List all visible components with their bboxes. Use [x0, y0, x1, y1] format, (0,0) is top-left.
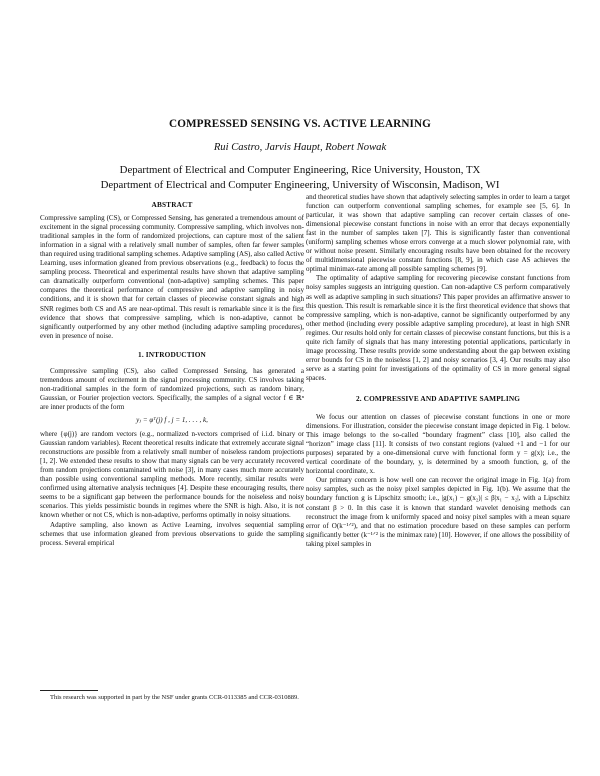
sampling-equation: yⱼ = φᵀ(j) f , j = 1, . . . , k, — [136, 415, 208, 424]
footnote: This research was supported in part by the NSF under grants CCR-0113385 and CCR-0310889. — [50, 694, 299, 701]
section-2-paragraph-1: We focus our attention on classes of piecewise constant functions in one or more dimensions. For illustration, consider the piecewise constant image depicted in Fig. 1 below. This image belongs to the so-called “boundary fragment” class [10], also called the “horizon” image class [11]. It consists of two constant regions (valued +1 and −1 for our purposes) separated by a one-dimensional curve with functional form y = g(x); i.e., the vertical coordinate of the boundary, y, is determined by a smooth function, g, of the horizontal coordinate, x. — [306, 413, 570, 476]
intro-paragraph-optimality: The optimality of adaptive sampling for recovering piecewise constant functions from noisy samples suggests an intriguing question. Can non-adaptive CS perform comparatively as well as adaptive sampling in such situations? This paper provides an affirmative answer to this question. This result is remarkable since it is the first theoretical evidence that shows that compressive sampling, which is non-adaptive, cannot be significantly outperformed by any other method (including every possible adaptive sampling procedure), at least in high SNR regimes. Our results hold only for certain classes of piecewise constant functions, but this is a quite rich family of signals that has many interesting potential applications, particularly in image processing. These results provide some understanding about the gap between existing error bounds for CS in the noiseless [1, 2] and noisy scenarios [3, 4]. Our results may also serve as a starting point for investigations of the optimality of CS in more general signal spaces. — [306, 274, 571, 382]
section-2-heading: 2. COMPRESSIVE AND ADAPTIVE SAMPLING — [355, 393, 521, 403]
left-column — [40, 193, 304, 548]
footnote-rule — [40, 690, 98, 691]
abstract-text: Compressive sampling (CS), or Compressed Sensing, has generated a tremendous amount of excitement in the signal processing community. Compressive sampling, which involves non-traditional samples in the form of randomized projections, can capture most of the salient information in a signal with a relatively small number of samples, often far fewer samples than required using traditional sampling schemes. Adaptive sampling (AS), also called Active Learning, uses information gleaned from previous observations (e.g., feedback) to focus the sampling process. Theoretical and experimental results have shown that adaptive sampling can dramatically outperform conventional (non-adaptive) sampling schemes. This paper compares the theoretical performance of compressive and adaptive sampling in noisy conditions, and it is shown that for certain classes of piecewise constant signals and high SNR regimes both CS and AS are near-optimal. This result is remarkable since it is the first evidence that shows that compressive sampling, which is non-adaptive, cannot be significantly outperformed by any other method (including adaptive sampling procedures), even in presence of noise. — [40, 214, 305, 340]
intro-paragraph-continued: and theoretical studies have shown that adaptively selecting samples in order to learn a target function can outperform conventional sampling schemes, for example see [5, 6]. In particular, it was shown that adaptive sampling can recover certain classes of one-dimensional piecewise constant functions in noise with an error that decays exponentially fast in the number of samples taken [7]. This is significantly faster than conventional (uniform) sampling schemes whose errors converge at a much slower polynomial rate, with or without noise present. Similarly encouraging results have been obtained for the recovery of multidimensional piecewise constant functions [8, 9], in which case AS achieves the optimal minimax-rate among all possible sampling schemes [9]. — [306, 193, 570, 274]
affiliation-wisconsin: Department of Electrical and Computer Engineering, University of Wisconsin, Madison, WI — [100, 179, 500, 191]
right-column — [306, 193, 570, 549]
abstract-heading: ABSTRACT — [151, 200, 193, 209]
section-2-paragraph-2: Our primary concern is how well one can recover the original image in Fig. 1(a) from noisy samples, such as the noisy pixel samples depicted in Fig. 1(b). We assume that the boundary function g is Lipschitz smooth; i.e., |g(x₁) − g(x₂)| ≤ β|x₁ − x₂|, with a Lipschitz constant β > 0. In this case it is known that standard wavelet denoising methods can reconstruct the image from k uniformly spaced and noisy pixel samples with a mean square error of O(k⁻¹ᐟ²), and that no estimation procedure based on these samples can perform significantly better (k⁻¹ᐟ² is the minimax rate) [10]. However, if one allows the possibility of taking pixel samples in — [306, 476, 570, 548]
intro-paragraph-1: Compressive sampling (CS), also called Compressed Sensing, has generated a tremendous amount of excitement in the signal processing community. CS involves taking non-traditional samples in the form of randomized projections, such as random binary, Gaussian, or Fourier projection vectors. Specifically, the samples of a signal vector f ∈ ℝⁿ are inner products of the form — [40, 366, 304, 411]
affiliation-rice: Department of Electrical and Computer Engineering, Rice University, Houston, TX — [119, 164, 481, 176]
intro-paragraph-3: Adaptive sampling, also known as Active Learning, involves sequential sampling schemes that use information gleaned from previous observations to guide the sampling process. Several empirical — [40, 520, 304, 547]
intro-paragraph-2: where {φ(j)} are random vectors (e.g., normalized n-vectors comprised of i.i.d. binary or Gaussian random variables). Recent theoretical results indicate that extremely accurate signal reconstructions are possible from a relatively small number of noiseless random projections [1, 2]. We extended these results to show that many signals can be very accurately recovered from random projections contaminated with noise [3], in many cases much more accurately than possible using conventional sampling methods. More recently, similar results were confirmed using alternative analysis techniques [4]. Despite these encouraging results, there seems to be a significant gap between the performance bounds for the noiseless and noisy scenarios. This yields pessimistic bounds in regimes where the SNR is high. Also, it is not known whether or not CS, which is non-adaptive, performs optimally in noisy situations. — [40, 430, 304, 520]
author-list: Rui Castro, Jarvis Haupt, Robert Nowak — [213, 142, 387, 153]
paper-title: COMPRESSED SENSING VS. ACTIVE LEARNING — [169, 118, 431, 130]
introduction-heading: 1. INTRODUCTION — [138, 349, 206, 359]
